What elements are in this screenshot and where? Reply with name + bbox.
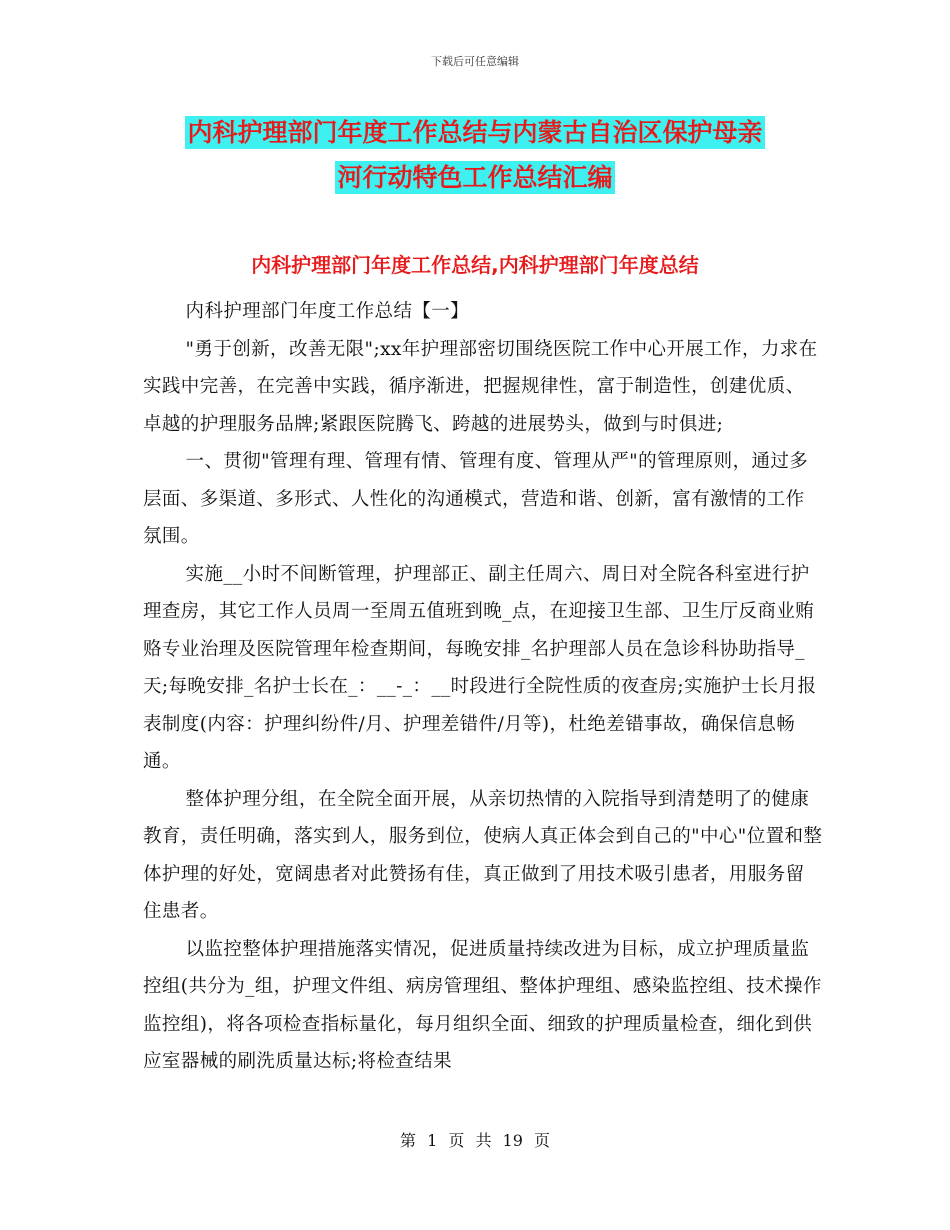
paragraph: 以监控整体护理措施落实情况，促进质量持续改进为目标，成立护理质量监控组(共分为_组，护理文件组、病房管理组、整体护理组、感染监控组、技术操作监控组)，将各项检查指标量化，每月组织全面、细致的护理质量检查，细化到供应室器械的刷洗质量达标;将检查结果: [143, 938, 822, 1072]
section-subtitle: 内科护理部门年度工作总结,内科护理部门年度总结: [251, 253, 699, 277]
paragraph: 内科护理部门年度工作总结【一】: [185, 301, 470, 322]
paragraph: 实施__小时不间断管理，护理部正、副主任周六、周日对全院各科室进行护理查房，其它工作人员周一至周五值班到晚_点，在迎接卫生部、卫生厅反商业贿赂专业治理及医院管理年检查期间，每晚安排_名护理部人员在急诊科协助指导_天;每晚安排_名护士长在_：__-_：__时段进行全院性质的夜查房;实施护士长月报表制度(内容：护理纠纷件/月、护理差错件/月等)，杜绝差错事故，确保信息畅通。: [143, 563, 817, 772]
title-highlight-2: 河行动特色工作总结汇编: [337, 163, 613, 192]
header-note: 下载后可任意编辑: [431, 55, 519, 68]
document-title-line-1: [0, 113, 950, 149]
title-highlight-1: 内科护理部门年度工作总结与内蒙古自治区保护母亲: [187, 118, 763, 147]
paragraph: 一、贯彻"管理有理、管理有情、管理有度、管理从严"的管理原则，通过多层面、多渠道、多形式、人性化的沟通模式，营造和谐、创新，富有激情的工作氛围。: [143, 451, 809, 547]
document-title-line-2: [0, 158, 950, 194]
paragraph: 整体护理分组，在全院全面开展，从亲切热情的入院指导到清楚明了的健康教育，责任明确，落实到人，服务到位，使病人真正体会到自己的"中心"位置和整体护理的好处，宽阔患者对此赞扬有佳，真正做到了用技术吸引患者，用服务留住患者。: [143, 788, 823, 922]
body-text: [143, 293, 823, 1081]
paragraph: "勇于创新，改善无限";xx年护理部密切围绕医院工作中心开展工作，力求在实践中完善，在完善中实践，循序渐进，把握规律性，富于制造性，创建优质、卓越的护理服务品牌;紧跟医院腾飞、跨越的进展势头，做到与时俱进;: [143, 338, 818, 435]
page-footer: 第 1 页 共 19 页: [400, 1131, 550, 1150]
